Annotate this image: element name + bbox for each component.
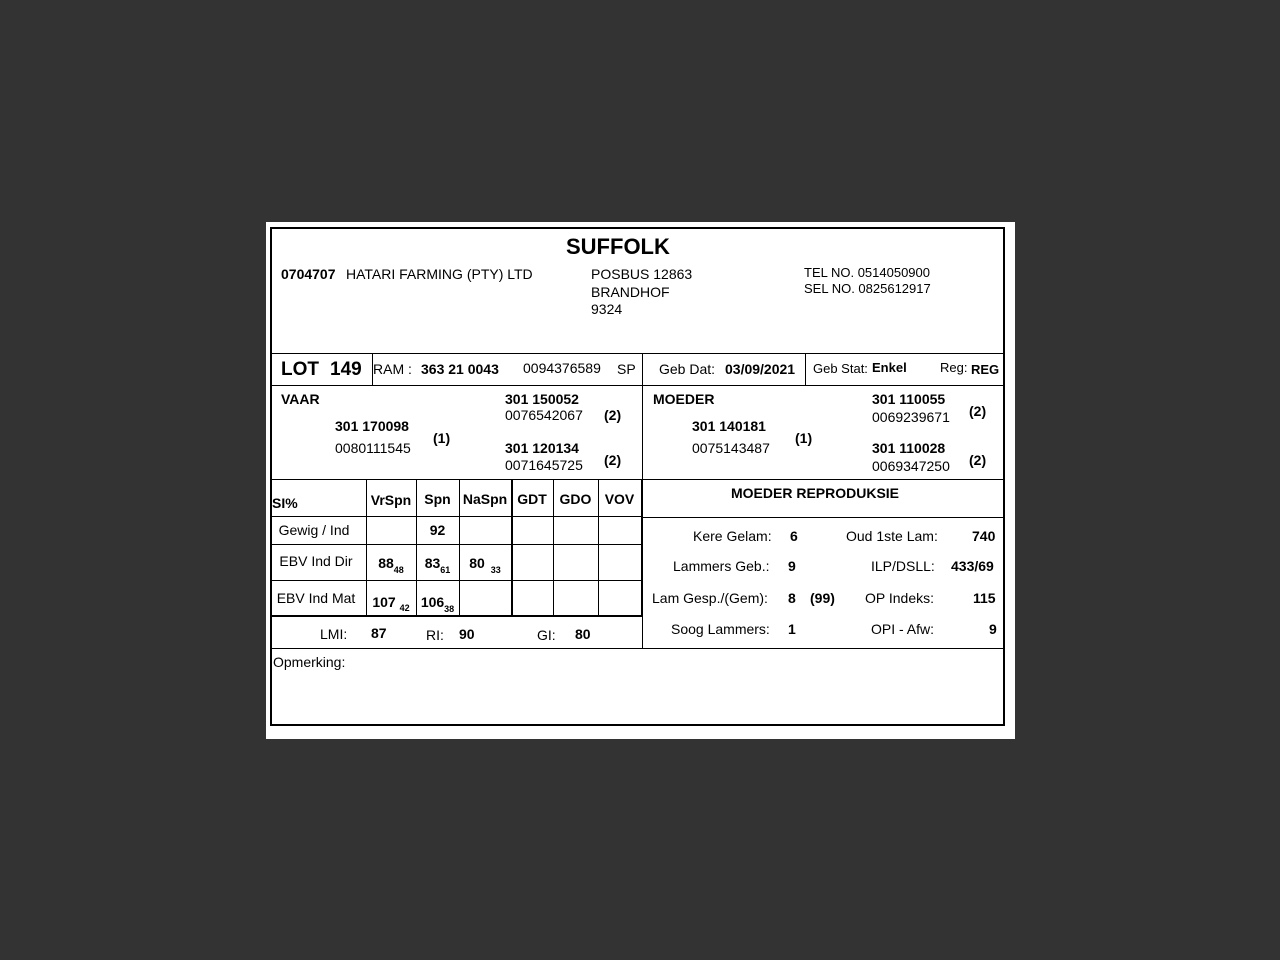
rule [271, 615, 642, 617]
cell-sub: 38 [444, 604, 455, 614]
gi-label: GI: [537, 627, 556, 643]
moeder-sire-grade: (2) [969, 403, 987, 419]
geb-stat-label: Geb Stat: [813, 361, 868, 376]
table-cell [366, 594, 416, 612]
ram-id: 363 21 0043 [421, 361, 499, 377]
lam-gesp-label: Lam Gesp./(Gem): [652, 590, 768, 606]
geb-stat: Enkel [872, 360, 907, 375]
table-cell [416, 594, 459, 612]
cell-sub: 33 [490, 565, 501, 575]
rule [641, 479, 643, 616]
lam-gem-value: (99) [810, 590, 835, 606]
ri-value: 90 [459, 626, 475, 642]
address-line-2: BRANDHOF [591, 284, 670, 300]
soog-label: Soog Lammers: [671, 621, 770, 637]
rule [271, 516, 642, 517]
repro-title: MOEDER REPRODUKSIE [731, 485, 900, 501]
vaar-sire-grade: (2) [604, 407, 622, 423]
rule [805, 353, 806, 385]
geb-dat: 03/09/2021 [725, 361, 796, 377]
moeder-id: 301 140181 [692, 418, 766, 434]
moeder-label: MOEDER [653, 391, 715, 407]
vaar-sire-reg: 0076542067 [505, 407, 583, 423]
lammers-geb-value: 9 [788, 558, 796, 574]
lam-gesp-value: 8 [788, 590, 796, 606]
col-header: GDO [559, 491, 592, 507]
row-label: Gewig / Ind [278, 522, 350, 538]
lmi-value: 87 [371, 625, 387, 641]
remarks-label: Opmerking: [273, 654, 346, 670]
oud-lam-value: 740 [972, 528, 996, 544]
cell-value: 88 [378, 555, 394, 571]
cell-sub: 42 [399, 603, 410, 613]
col-header: GDT [517, 491, 547, 507]
vaar-dam-reg: 0071645725 [505, 457, 583, 473]
op-indeks-label: OP Indeks: [865, 590, 935, 606]
cell-value: 106 [420, 594, 445, 610]
moeder-dam-grade: (2) [969, 452, 987, 468]
table-cell [459, 555, 511, 573]
rule [271, 648, 1004, 649]
ri-label: RI: [426, 627, 444, 643]
lammers-geb-label: Lammers Geb.: [673, 558, 770, 574]
rule [271, 580, 642, 581]
kere-gelam-label: Kere Gelam: [693, 528, 772, 544]
si-corner: SI% [272, 495, 298, 511]
gi-value: 80 [575, 626, 591, 642]
tel-number: TEL NO. 0514050900 [804, 265, 930, 280]
moeder-sire-reg: 0069239671 [872, 409, 950, 425]
breed-title: SUFFOLK [566, 234, 670, 259]
lmi-label: LMI: [320, 626, 348, 642]
vaar-dam-id: 301 120134 [505, 440, 579, 456]
vaar-reg: 0080111545 [335, 440, 411, 456]
col-header: VOV [604, 491, 635, 507]
row-label: EBV Ind Dir [279, 553, 353, 569]
ram-suffix: SP [617, 361, 636, 377]
opi-label: OPI - Afw: [871, 621, 935, 637]
rule [271, 544, 642, 545]
moeder-dam-reg: 0069347250 [872, 458, 950, 474]
cell-sub: 61 [440, 565, 451, 575]
soog-value: 1 [788, 621, 796, 637]
rule [271, 353, 1004, 354]
ram-label: RAM : [373, 361, 412, 377]
cell-value: 80 [469, 555, 485, 571]
reg-value: REG [971, 362, 1000, 377]
moeder-sire-id: 301 110055 [872, 391, 946, 407]
lot-label: LOT [281, 359, 319, 380]
cell-value: 107 [372, 594, 396, 610]
moeder-grade: (1) [795, 430, 813, 446]
vaar-grade: (1) [433, 430, 451, 446]
address-line-3: 9324 [591, 301, 623, 317]
table-cell [416, 555, 459, 573]
rule [642, 517, 1004, 518]
opi-value: 9 [989, 621, 997, 637]
table-cell: 92 [429, 522, 446, 538]
ilp-label: ILP/DSLL: [871, 558, 935, 574]
oud-lam-label: Oud 1ste Lam: [846, 528, 938, 544]
geb-dat-label: Geb Dat: [659, 361, 716, 377]
breeder-code: 0704707 [281, 266, 336, 282]
card-frame [270, 227, 1005, 726]
col-header: NaSpn [462, 491, 508, 507]
address-line-1: POSBUS 12863 [591, 266, 693, 282]
op-indeks-value: 115 [973, 590, 996, 606]
row-label: EBV Ind Mat [276, 590, 356, 606]
vaar-label: VAAR [281, 391, 320, 407]
rule [271, 479, 1004, 480]
table-cell [366, 555, 416, 573]
ram-reg: 0094376589 [523, 360, 601, 376]
cell-value: 83 [424, 555, 441, 571]
ilp-value: 433/69 [951, 558, 994, 574]
sel-number: SEL NO. 0825612917 [804, 281, 931, 296]
rule [271, 385, 1004, 386]
vaar-id: 301 170098 [335, 418, 409, 434]
col-header: Spn [424, 491, 451, 507]
moeder-reg: 0075143487 [692, 440, 770, 456]
vaar-sire-id: 301 150052 [505, 391, 579, 407]
kere-gelam-value: 6 [790, 528, 798, 544]
lot-number: 149 [330, 359, 362, 380]
cell-sub: 48 [393, 565, 404, 575]
moeder-dam-id: 301 110028 [872, 440, 946, 456]
vaar-dam-grade: (2) [604, 452, 622, 468]
breeder-name: HATARI FARMING (PTY) LTD [346, 266, 533, 282]
reg-label: Reg: [940, 360, 968, 375]
col-header: VrSpn [370, 492, 412, 508]
